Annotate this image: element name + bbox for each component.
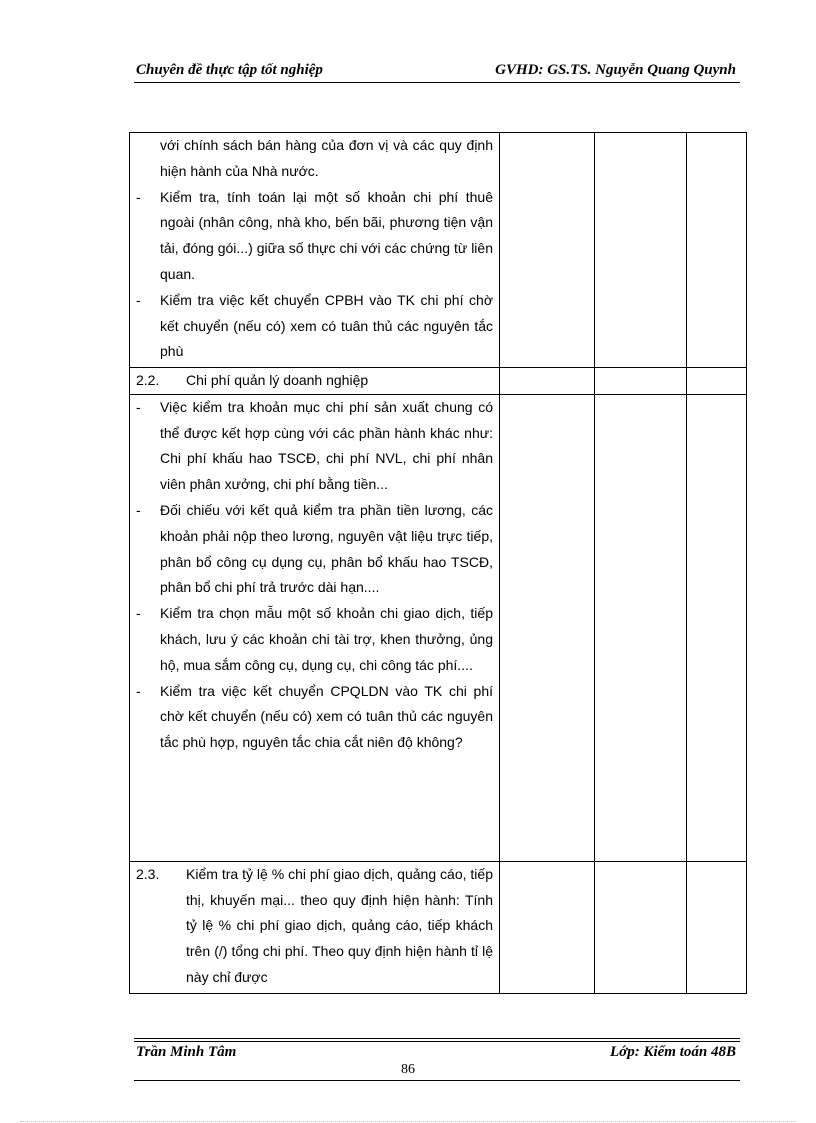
- empty-cell: [595, 368, 687, 395]
- empty-cell: [500, 394, 595, 861]
- empty-cell: [500, 861, 595, 993]
- audit-procedure-table: [129, 132, 747, 994]
- footer-rule: [134, 1038, 740, 1039]
- section-cell: [130, 861, 500, 993]
- bullet-dash: -: [136, 398, 141, 415]
- bullet-text: Việc kiểm tra khoản mục chi phí sản xuất chung có thể được kết hợp cùng với các phần hành khác như: Chi phí khấu hao TSCĐ, chi phí NVL, chi phí nhân viên phân xưởng, chi phí bằng tiền...: [160, 398, 493, 493]
- bullet-item: [130, 679, 499, 756]
- section-cell: [130, 368, 500, 395]
- section-heading: [130, 368, 499, 394]
- bullet-dash: -: [136, 501, 141, 518]
- bullet-item: [130, 288, 499, 365]
- bullet-text: Kiểm tra việc kết chuyển CPBH vào TK chi phí chờ kết chuyển (nếu có) xem có tuân thủ các nguyên tắc phù: [160, 291, 493, 360]
- page-header: [134, 60, 740, 82]
- footer-class: Lớp: Kiểm toán 48B: [610, 1044, 736, 1060]
- empty-cell: [500, 368, 595, 395]
- footer-rule: [134, 1041, 740, 1042]
- header-rule: [134, 82, 740, 83]
- empty-cell: [687, 368, 747, 395]
- table-row: [130, 394, 747, 861]
- procedure-cell: [130, 394, 500, 861]
- bullet-text: Kiểm tra, tính toán lại một số khoản chi phí thuê ngoài (nhân công, nhà kho, bến bãi, phương tiện vận tải, đóng gói...) giữa số thực chi với các chứng từ liên quan.: [160, 188, 493, 282]
- bullet-dash: -: [136, 188, 141, 205]
- empty-cell: [595, 133, 687, 368]
- section-number: 2.2.: [136, 372, 160, 388]
- bullet-item: [130, 498, 499, 601]
- bullet-item: [130, 601, 499, 678]
- bullet-dash: -: [136, 605, 141, 622]
- continuation-text: với chính sách bán hàng của đơn vị và các quy định hiện hành của Nhà nước.: [160, 137, 493, 179]
- empty-cell: [595, 861, 687, 993]
- empty-cell: [500, 133, 595, 368]
- section-heading: [130, 862, 499, 991]
- bullet-dash: -: [136, 291, 141, 308]
- page-number: 86: [401, 1062, 415, 1077]
- bottom-rule: [134, 1080, 740, 1081]
- table-row: [130, 368, 747, 395]
- footer-author: Trần Minh Tâm: [136, 1044, 237, 1060]
- empty-cell: [687, 861, 747, 993]
- bullet-item: [130, 395, 499, 498]
- empty-cell: [687, 394, 747, 861]
- bullet-text: Đối chiếu với kết quả kiểm tra phần tiền lương, các khoản phải nộp theo lương, nguyên vật liệu trực tiếp, phân bổ công cụ dụng cụ, phân bổ khấu hao TSCĐ, phân bổ chi phí trả trước dài hạn....: [160, 501, 493, 596]
- bullet-text: Kiểm tra việc kết chuyển CPQLDN vào TK chi phí chờ kết chuyển (nếu có) xem có tuân thủ các nguyên tắc phù hợp, nguyên tắc chia cắt niên độ không?: [160, 682, 493, 751]
- bullet-dash: -: [136, 682, 141, 699]
- procedure-cell: [130, 133, 500, 368]
- section-title: Chi phí quản lý doanh nghiệp: [186, 372, 369, 388]
- empty-cell: [595, 394, 687, 861]
- bullet-item: [130, 185, 499, 288]
- table-row: [130, 133, 747, 368]
- header-advisor: GVHD: GS.TS. Nguyễn Quang Quynh: [495, 62, 736, 78]
- empty-cell: [687, 133, 747, 368]
- page-edge-dotted-line: [20, 1121, 796, 1122]
- table-row: [130, 861, 747, 993]
- section-number: 2.3.: [136, 865, 160, 882]
- bullet-text: Kiểm tra chọn mẫu một số khoản chi giao dịch, tiếp khách, lưu ý các khoản chi tài trợ, khen thưởng, ủng hộ, mua sắm công cụ, dụng cụ, chi công tác phí....: [160, 605, 493, 673]
- section-text: Kiểm tra tỷ lệ % chi phí giao dịch, quảng cáo, tiếp thị, khuyến mại... theo quy định hiện hành: Tính tỷ lệ % chi phí giao dịch, quảng cáo, tiếp khách trên (/) tổng chi phí. Theo quy định hiện hành tỉ lệ này chỉ được: [186, 865, 493, 985]
- header-title: Chuyên đề thực tập tốt nghiệp: [136, 62, 323, 78]
